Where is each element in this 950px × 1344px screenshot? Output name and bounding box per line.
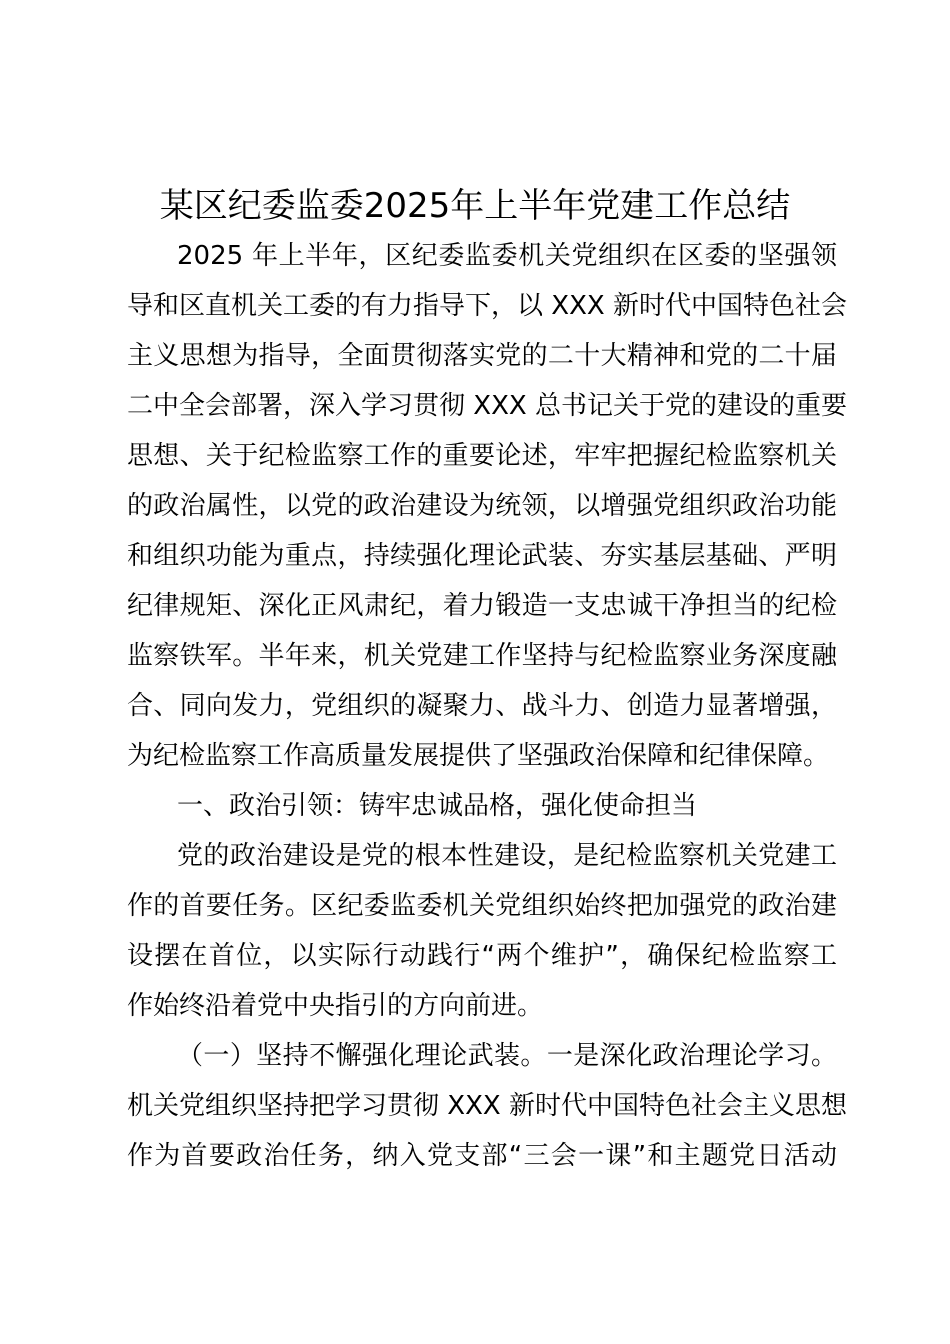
paragraph-1-line-5: 思想、关于纪检监察工作的重要论述，牢牢把握纪检监察机关 <box>127 441 837 471</box>
paragraph-1-line-1: 2025 年上半年，区纪委监委机关党组织在区委的坚强领 <box>177 241 837 271</box>
paragraph-3-line-3: 作为首要政治任务，纳入党支部“三会一课”和主题党日活动 <box>127 1141 837 1171</box>
document-title: 某区纪委监委2025年上半年党建工作总结 <box>159 186 791 226</box>
paragraph-1-line-8: 纪律规矩、深化正风肃纪，着力锻造一支忠诚干净担当的纪检 <box>127 591 837 621</box>
paragraph-3-line-1: （一）坚持不懈强化理论武装。一是深化政治理论学习。 <box>177 1041 837 1071</box>
paragraph-2-line-4: 作始终沿着党中央指引的方向前进。 <box>127 991 544 1021</box>
paragraph-1-line-2: 导和区直机关工委的有力指导下，以 XXX 新时代中国特色社会 <box>127 291 847 321</box>
paragraph-1-line-7: 和组织功能为重点，持续强化理论武装、夯实基层基础、严明 <box>127 541 837 571</box>
paragraph-1-line-10: 合、同向发力，党组织的凝聚力、战斗力、创造力显著增强， <box>127 691 837 721</box>
paragraph-1-line-6: 的政治属性，以党的政治建设为统领，以增强党组织政治功能 <box>127 491 837 521</box>
paragraph-2-line-2: 作的首要任务。区纪委监委机关党组织始终把加强党的政治建 <box>127 891 837 921</box>
paragraph-1-line-4: 二中全会部署，深入学习贯彻 XXX 总书记关于党的建设的重要 <box>127 391 847 421</box>
paragraph-2-line-3: 设摆在首位，以实际行动践行“两个维护”，确保纪检监察工 <box>127 941 837 971</box>
paragraph-1-line-3: 主义思想为指导，全面贯彻落实党的二十大精神和党的二十届 <box>127 341 837 371</box>
paragraph-1-line-11: 为纪检监察工作高质量发展提供了坚强政治保障和纪律保障。 <box>127 741 830 771</box>
paragraph-3-line-2: 机关党组织坚持把学习贯彻 XXX 新时代中国特色社会主义思想 <box>127 1091 847 1121</box>
paragraph-1-line-9: 监察铁军。半年来，机关党建工作坚持与纪检监察业务深度融 <box>127 641 837 671</box>
paragraph-2-line-1: 党的政治建设是党的根本性建设，是纪检监察机关党建工 <box>177 841 837 871</box>
section-heading-1: 一、政治引领：铸牢忠诚品格，强化使命担当 <box>177 791 698 821</box>
